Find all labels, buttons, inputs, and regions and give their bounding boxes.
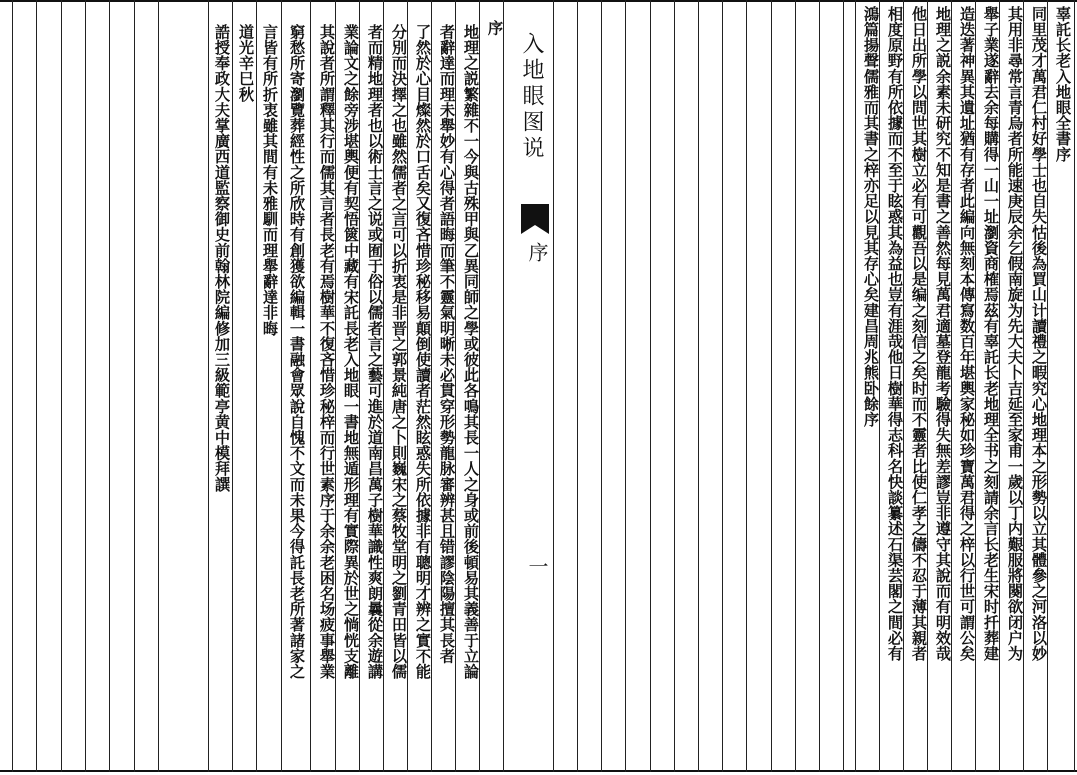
- column-rule: [85, 0, 86, 772]
- column-rule: [208, 0, 209, 772]
- column-rule: [12, 0, 13, 772]
- fish-tail-mark: [521, 204, 549, 234]
- right-column-5: 造迭著神異其遺址猶有存者此編向無刻本傳寫数百年堪輿家秘如珍寶萬君得之梓以行世可謂公矣: [958, 6, 976, 662]
- right-column-8: 相度原野有所依據而不至于眩惑其為益也豈有涯哉他日樹華得志科名快談纂述石渠芸閣之間必有: [886, 6, 904, 662]
- right-column-6: 地理之説余素未研究不知是書之善然每見萬君適墓登龍考驗得失無差謬豈非遵守其說而有明效哉: [934, 6, 952, 662]
- right-column-3: 其用非尋常言青烏者所能速庚辰余乞假南旋为先大夫卜吉延至家甫一歲以丁内艱服將闋欲闭户为: [1006, 6, 1024, 662]
- left-column-heading: 序: [486, 20, 504, 36]
- column-rule: [650, 0, 651, 772]
- left-column-2: 者辭達而理未舉妙有心得者語晦而筆不靈氣明晰未必貫穿形勢龍脉審辨甚且错謬陰陽擅其長者: [438, 24, 456, 664]
- left-column-7: 其說者所謂釋其行而儒其言者長老有焉樹華不復吝惜珍秘梓而行世素序于余余老困名场疲事舉業: [318, 24, 336, 680]
- right-column-2: 同里茂才萬君仁村好學士也自失怙後為買山计讀禮之暇究心地理本之形勢以立其體參之河洛以妙: [1030, 6, 1048, 662]
- column-rule: [109, 0, 110, 772]
- left-column-8: 窮愁所寄瀏覽葬經性之所欣時有創獲欲編輯一書融會眾說自愧不文而未果今得託長老所著諸家之: [288, 24, 306, 680]
- column-rule: [771, 0, 772, 772]
- right-column-9: 鴻篇揚聲儒雅而其書之梓亦足以見其存心矣建昌周兆熊卧餘序: [862, 6, 880, 428]
- column-rule: [61, 0, 62, 772]
- left-column-9: 言皆有所折衷雖其間有未雅馴而理舉辭達非晦: [261, 24, 279, 336]
- banxin-section-label: 序: [525, 242, 549, 262]
- date-column: 道光辛巳秋: [237, 24, 255, 102]
- column-rule: [134, 0, 135, 772]
- banxin-page-number: 一: [525, 556, 549, 576]
- banxin-title: 入地眼图说: [519, 32, 544, 162]
- column-rule: [625, 0, 626, 772]
- column-rule: [601, 0, 602, 772]
- column-rule: [698, 0, 699, 772]
- right-column-1: 辜託长老入地眼全書序: [1054, 6, 1072, 162]
- right-column-7: 他日出所學以問世其樹立必有可觀吾以是编之刻信之矣时而不靈者比使仁孝之儔不忍于薄其親者: [910, 6, 928, 662]
- column-rule: [310, 0, 311, 772]
- banxin-center-fold: [508, 0, 550, 772]
- left-column-4: 分別而決擇之也雖然儒者之言可以折衷是非晋之郭景純唐之卜則巍宋之蔡牧堂明之劉青田皆以儒: [390, 24, 408, 680]
- right-column-4: 舉子業遂辭去余每購得一山一址瀏資商榷焉茲有辜託长老地理全书之刻請余言长老生宋时扦葬建: [982, 6, 1000, 662]
- left-column-3: 了然於心目燦然於口舌矣又復吝惜珍秘移易顛倒使讀者茫然眩惑失所依據非有聰明才辨之實不能: [414, 24, 432, 680]
- column-rule: [36, 0, 37, 772]
- column-rule: [795, 0, 796, 772]
- column-rule: [722, 0, 723, 772]
- column-rule: [674, 0, 675, 772]
- column-rule: [855, 0, 856, 772]
- column-rule: [746, 0, 747, 772]
- signature-column: 誥授奉政大夫掌廣西道監察御史前翰林院編修加三級範亭黄中模拜譔: [213, 24, 231, 492]
- column-rule: [553, 0, 554, 772]
- left-column-5: 者而精地理者也以術士言之说或囿于俗以儒者言之藝可進於道南昌萬子樹華識性爽朗曩從余遊講: [366, 24, 384, 680]
- column-rule: [158, 0, 159, 772]
- column-rule: [819, 0, 820, 772]
- column-rule: [577, 0, 578, 772]
- left-column-1: 地理之説繁雜不一今與古殊甲與乙異同師之學或彼此各鳴其長一人之身或前後頓易其義善于立論: [462, 24, 480, 680]
- left-column-6: 業論文之餘旁涉堪輿便有契悟篋中藏有宋託長老入地眼一書地無遁形理有實際異於世之惝恍支離: [342, 24, 360, 680]
- column-rule: [843, 0, 844, 772]
